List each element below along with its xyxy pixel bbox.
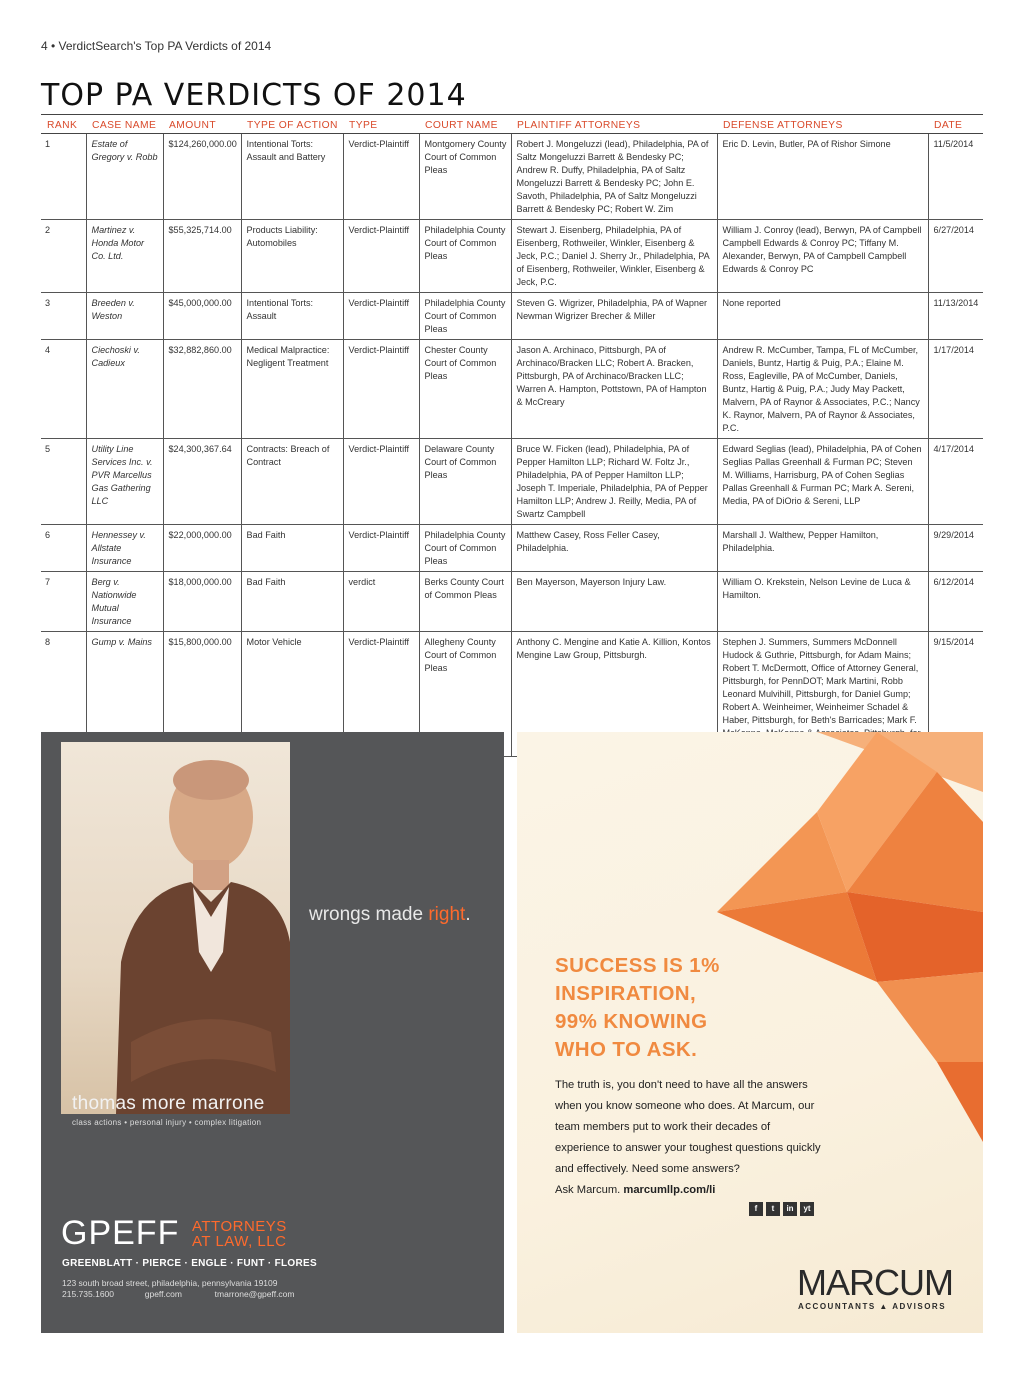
amount-cell: $124,260,000.00 [163, 134, 241, 220]
running-head: 4 • VerdictSearch's Top PA Verdicts of 2014 [41, 39, 272, 53]
court-name-cell: Chester County Court of Common Pleas [419, 340, 511, 439]
date-cell: 6/12/2014 [928, 572, 983, 632]
linkedin-icon[interactable]: in [783, 1202, 797, 1216]
case-name-cell: Breeden v. Weston [86, 293, 163, 340]
plaintiff-attorneys-cell: Anthony C. Mengine and Katie A. Killion, Kontos Mengine Law Group, Pittsburgh. [511, 632, 717, 757]
defense-attorneys-cell: Marshall J. Walthew, Pepper Hamilton, Philadelphia. [717, 525, 928, 572]
ad-headline: SUCCESS IS 1% INSPIRATION, 99% KNOWING WHO TO ASK. [555, 954, 720, 1061]
defense-attorneys-cell: Eric D. Levin, Butler, PA of Rishor Simone [717, 134, 928, 220]
facebook-icon[interactable]: f [749, 1202, 763, 1216]
date-cell: 6/27/2014 [928, 220, 983, 293]
column-header: PLAINTIFF ATTORNEYS [511, 115, 717, 134]
rank-cell: 4 [41, 340, 86, 439]
firm-phone: 215.735.1600 [62, 1289, 114, 1299]
action-type-cell: Contracts: Breach of Contract [241, 439, 343, 525]
amount-cell: $24,300,367.64 [163, 439, 241, 525]
defense-attorneys-cell: William O. Krekstein, Nelson Levine de Luca & Hamilton. [717, 572, 928, 632]
plaintiff-attorneys-cell: Bruce W. Ficken (lead), Philadelphia, PA of Pepper Hamilton LLP; Richard W. Foltz Jr., Philadelphia, PA of Pepper Hamilton LLP; Joseph T. Imperiale, Philadelphia, PA of Pepper Hamilton LLP; Andrew J. Reilly, Media, PA of Swartz Campbell [511, 439, 717, 525]
action-type-cell: Intentional Torts: Assault [241, 293, 343, 340]
court-name-cell: Philadelphia County Court of Common Pleas [419, 220, 511, 293]
rank-cell: 1 [41, 134, 86, 220]
action-type-cell: Medical Malpractice: Negligent Treatment [241, 340, 343, 439]
column-header: CASE NAME [86, 115, 163, 134]
marcum-website-link[interactable]: marcumllp.com/li [623, 1184, 716, 1196]
defense-attorneys-cell: Stephen J. Summers, Summers McDonnell Hudock & Guthrie, Pittsburgh, for Adam Mains; Robert T. McDermott, Office of Attorney General, Pittsburgh, for PennDOT; Mark Martini, Robb Leonard Mulvihill, Pittsburgh, for Daniel Gump; Robert A. Weinheimer, Weinheimer Schadel & Haber, Pittsburgh, for Beth's Barricades; Mark F. [717, 632, 928, 757]
defense-attorneys-cell: Edward Seglias (lead), Philadelphia, PA of Cohen Seglias Pallas Greenhall & Furman PC; Steven M. Williams, Harrisburg, PA of Cohen Seglias Pallas Greenhall & Furman PC; Mark A. Sereni, Media, PA of DiOrio & Sereni, LLP [717, 439, 928, 525]
verdict-type-cell: Verdict-Plaintiff [343, 525, 419, 572]
action-type-cell: Products Liability: Automobiles [241, 220, 343, 293]
verdict-type-cell: Verdict-Plaintiff [343, 293, 419, 340]
partner-names: GREENBLATT · PIERCE · ENGLE · FUNT · FLORES [62, 1258, 317, 1269]
table-header-row [41, 115, 983, 134]
court-name-cell: Philadelphia County Court of Common Pleas [419, 293, 511, 340]
case-name-cell: Hennessey v. Allstate Insurance [86, 525, 163, 572]
case-name-cell: Martinez v. Honda Motor Co. Ltd. [86, 220, 163, 293]
verdict-type-cell: Verdict-Plaintiff [343, 134, 419, 220]
table-row [41, 220, 983, 293]
court-name-cell: Philadelphia County Court of Common Pleas [419, 525, 511, 572]
rank-cell: 8 [41, 632, 86, 757]
rank-cell: 2 [41, 220, 86, 293]
case-name-cell: Utility Line Services Inc. v. PVR Marcellus Gas Gathering LLC [86, 439, 163, 525]
verdict-type-cell: Verdict-Plaintiff [343, 439, 419, 525]
page-title: TOP PA VERDICTS OF 2014 [41, 78, 467, 113]
date-cell: 9/29/2014 [928, 525, 983, 572]
amount-cell: $15,800,000.00 [163, 632, 241, 757]
verdicts-table [41, 114, 983, 757]
firm-address: 123 south broad street, philadelphia, pennsylvania 19109 [62, 1278, 278, 1288]
table-row [41, 134, 983, 220]
amount-cell: $45,000,000.00 [163, 293, 241, 340]
case-name-cell: Ciechoski v. Cadieux [86, 340, 163, 439]
action-type-cell: Bad Faith [241, 572, 343, 632]
case-name-cell: Berg v. Nationwide Mutual Insurance [86, 572, 163, 632]
table-row [41, 293, 983, 340]
column-header: DATE [928, 115, 983, 134]
column-header: COURT NAME [419, 115, 511, 134]
gpeff-logo: GPEFF [61, 1214, 180, 1252]
plaintiff-attorneys-cell: Jason A. Archinaco, Pittsburgh, PA of Archinaco/Bracken LLC; Robert A. Bracken, Pittsburgh, PA of Archinaco/Bracken LLC; Warren A. Hampton, Pottstown, PA of Hampton & McCreary [511, 340, 717, 439]
practice-areas: class actions • personal injury • complex litigation [72, 1118, 262, 1127]
twitter-icon[interactable]: t [766, 1202, 780, 1216]
ad-body-text: The truth is, you don't need to have all the answers when you know someone who does. At Marcum, our team members put to work their decades of experience to answer your toughest questions quickly and effectively. Need some answers? Ask Marcum. marcumllp.com/li [555, 1079, 821, 1196]
date-cell: 9/15/2014 [928, 632, 983, 757]
rank-cell: 6 [41, 525, 86, 572]
column-header: DEFENSE ATTORNEYS [717, 115, 928, 134]
verdict-type-cell: Verdict-Plaintiff [343, 340, 419, 439]
action-type-cell: Bad Faith [241, 525, 343, 572]
action-type-cell: Intentional Torts: Assault and Battery [241, 134, 343, 220]
rank-cell: 7 [41, 572, 86, 632]
court-name-cell: Delaware County Court of Common Pleas [419, 439, 511, 525]
column-header: RANK [41, 115, 86, 134]
firm-contact [62, 1289, 294, 1299]
marcum-advertisement[interactable] [517, 732, 983, 1333]
column-header: AMOUNT [163, 115, 241, 134]
youtube-icon[interactable]: yt [800, 1202, 814, 1216]
action-type-cell: Motor Vehicle [241, 632, 343, 757]
rank-cell: 3 [41, 293, 86, 340]
table-body [41, 134, 983, 757]
verdict-type-cell: verdict [343, 572, 419, 632]
amount-cell: $22,000,000.00 [163, 525, 241, 572]
gpeff-advertisement[interactable] [41, 732, 504, 1333]
rank-cell: 5 [41, 439, 86, 525]
firm-email-link[interactable]: tmarrone@gpeff.com [214, 1289, 295, 1299]
marcum-logo-subtitle: ACCOUNTANTS ▲ ADVISORS [798, 1302, 947, 1311]
plaintiff-attorneys-cell: Matthew Casey, Ross Feller Casey, Philadelphia. [511, 525, 717, 572]
court-name-cell: Montgomery County Court of Common Pleas [419, 134, 511, 220]
defense-attorneys-cell: None reported [717, 293, 928, 340]
date-cell: 1/17/2014 [928, 340, 983, 439]
plaintiff-attorneys-cell: Stewart J. Eisenberg, Philadelphia, PA of Eisenberg, Rothweiler, Winkler, Eisenberg & Jeck, P.C.; Daniel J. Sherry Jr., Philadelphia, PA of Eisenberg, Rothweiler, Winkler, Eisenberg & Jeck, P.C. [511, 220, 717, 293]
attorney-name: thomas more marrone [72, 1093, 265, 1114]
table-row [41, 439, 983, 525]
date-cell: 11/5/2014 [928, 134, 983, 220]
ad-tagline: wrongs made right. [309, 904, 471, 925]
verdict-type-cell: Verdict-Plaintiff [343, 632, 419, 757]
column-header: TYPE [343, 115, 419, 134]
attorney-portrait-photo [61, 742, 290, 1114]
firm-website-link[interactable]: gpeff.com [144, 1289, 182, 1299]
column-header: TYPE OF ACTION [241, 115, 343, 134]
marcum-logo: MARCUM [797, 1262, 953, 1303]
amount-cell: $55,325,714.00 [163, 220, 241, 293]
case-name-cell: Estate of Gregory v. Robb [86, 134, 163, 220]
court-name-cell: Berks County Court of Common Pleas [419, 572, 511, 632]
gpeff-logo-subtitle: ATTORNEYS AT LAW, LLC [192, 1218, 287, 1250]
amount-cell: $18,000,000.00 [163, 572, 241, 632]
plaintiff-attorneys-cell: Ben Mayerson, Mayerson Injury Law. [511, 572, 717, 632]
defense-attorneys-cell: William J. Conroy (lead), Berwyn, PA of Campbell Campbell Edwards & Conroy PC; Tiffany M. Alexander, Berwyn, PA of Campbell Campbell Edwards & Conroy PC [717, 220, 928, 293]
case-name-cell: Gump v. Mains [86, 632, 163, 757]
date-cell: 11/13/2014 [928, 293, 983, 340]
defense-attorneys-cell: Andrew R. McCumber, Tampa, FL of McCumber, Daniels, Buntz, Hartig & Puig, P.A.; Elaine M. Ross, Eagleville, PA of McCumber, Daniels, Buntz, Hartig & Puig, P.A.; Judy May Packett, Malvern, PA of Raynor & Associates, P.C.; Nancy K. Raynor, Malvern, PA of Raynor & Associates, P.C. [717, 340, 928, 439]
court-name-cell: Allegheny County Court of Common Pleas [419, 632, 511, 757]
table-row [41, 525, 983, 572]
verdict-type-cell: Verdict-Plaintiff [343, 220, 419, 293]
plaintiff-attorneys-cell: Robert J. Mongeluzzi (lead), Philadelphia, PA of Saltz Mongeluzzi Barrett & Bendesky PC; Andrew R. Duffy, Philadelphia, PA of Saltz Mongeluzzi Barrett & Bendesky PC; John E. Savoth, Philadelphia, PA of Saltz Mongeluzzi Barrett & Bendesky PC; Robert W. Zim [511, 134, 717, 220]
table-row [41, 572, 983, 632]
plaintiff-attorneys-cell: Steven G. Wigrizer, Philadelphia, PA of Wapner Newman Wigrizer Brecher & Miller [511, 293, 717, 340]
amount-cell: $32,882,860.00 [163, 340, 241, 439]
ad-cta: Ask Marcum. [555, 1184, 621, 1196]
table-row [41, 340, 983, 439]
date-cell: 4/17/2014 [928, 439, 983, 525]
social-icons [749, 1202, 814, 1216]
